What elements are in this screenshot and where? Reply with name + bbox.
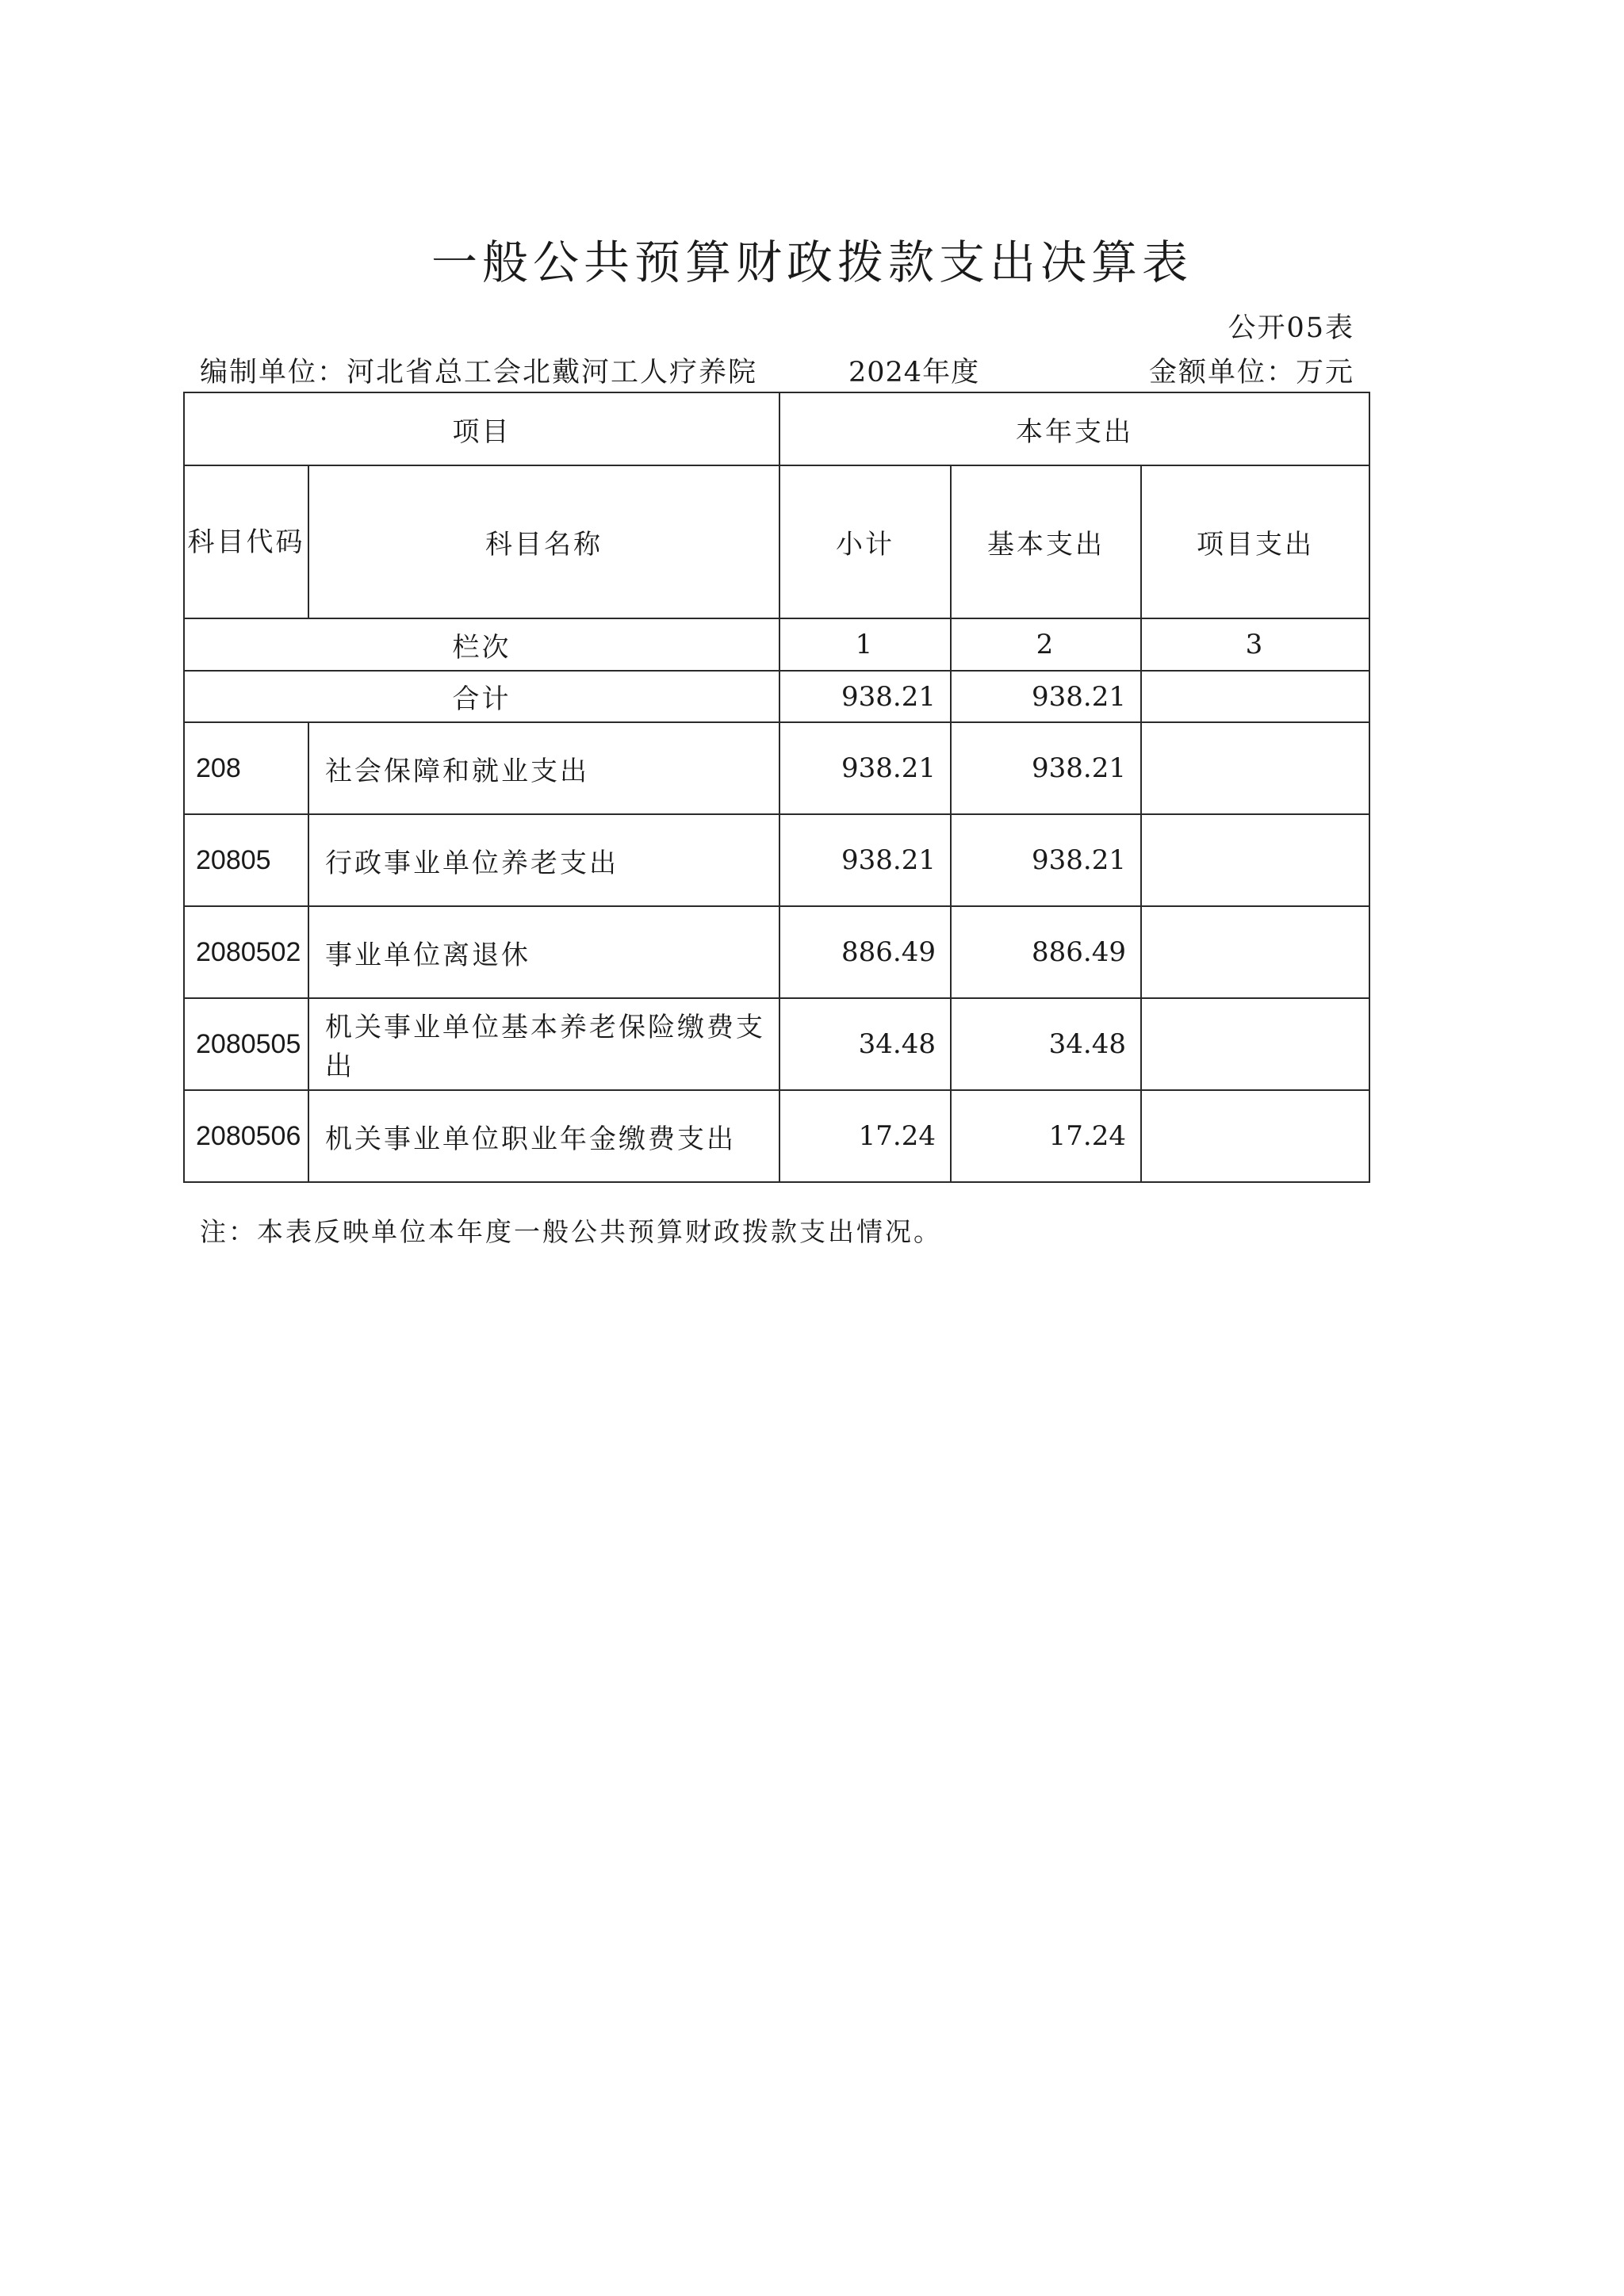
row-subtotal: 17.24 [779, 1090, 951, 1182]
total-project [1141, 671, 1369, 722]
row-project [1141, 998, 1369, 1090]
footnote: 注：本表反映单位本年度一般公共预算财政拨款支出情况。 [200, 1216, 942, 1247]
header-code: 科目代码 [184, 465, 308, 618]
column-label: 栏次 [184, 618, 779, 671]
column-number-row [184, 618, 1369, 671]
row-subtotal: 886.49 [779, 906, 951, 998]
row-basic: 34.48 [951, 998, 1141, 1090]
expenditure-table [183, 392, 1370, 1183]
total-basic: 938.21 [951, 671, 1141, 722]
reporting-unit: 编制单位：河北省总工会北戴河工人疗养院 [200, 357, 758, 388]
row-project [1141, 814, 1369, 906]
row-project [1141, 1090, 1369, 1182]
row-subtotal: 938.21 [779, 722, 951, 814]
row-name: 机关事业单位基本养老保险缴费支出 [308, 998, 779, 1090]
row-name: 事业单位离退休 [308, 906, 779, 998]
header-row-1 [184, 392, 1369, 465]
table-row [184, 906, 1369, 998]
row-code: 20805 [184, 814, 308, 906]
header-item: 项目 [184, 392, 779, 465]
row-basic: 17.24 [951, 1090, 1141, 1182]
table-row [184, 998, 1369, 1090]
table-row [184, 1090, 1369, 1182]
table-row [184, 722, 1369, 814]
total-row [184, 671, 1369, 722]
row-project [1141, 722, 1369, 814]
row-basic: 886.49 [951, 906, 1141, 998]
form-number: 公开05表 [1228, 312, 1354, 344]
row-basic: 938.21 [951, 722, 1141, 814]
table-row [184, 814, 1369, 906]
fiscal-year: 2024年度 [848, 357, 980, 388]
row-code: 2080505 [184, 998, 308, 1090]
row-code: 208 [184, 722, 308, 814]
column-2: 2 [951, 618, 1141, 671]
header-project: 项目支出 [1141, 465, 1369, 618]
header-subtotal: 小计 [779, 465, 951, 618]
row-name: 社会保障和就业支出 [308, 722, 779, 814]
column-3: 3 [1141, 618, 1369, 671]
row-code: 2080506 [184, 1090, 308, 1182]
row-code: 2080502 [184, 906, 308, 998]
row-name: 机关事业单位职业年金缴费支出 [308, 1090, 779, 1182]
row-subtotal: 34.48 [779, 998, 951, 1090]
column-1: 1 [779, 618, 951, 671]
row-basic: 938.21 [951, 814, 1141, 906]
total-subtotal: 938.21 [779, 671, 951, 722]
header-row-2 [184, 465, 1369, 618]
amount-unit: 金额单位：万元 [1148, 357, 1354, 388]
page-title: 一般公共预算财政拨款支出决算表 [431, 235, 1193, 289]
row-name: 行政事业单位养老支出 [308, 814, 779, 906]
header-basic: 基本支出 [951, 465, 1141, 618]
total-label: 合计 [184, 671, 779, 722]
row-project [1141, 906, 1369, 998]
header-name: 科目名称 [308, 465, 779, 618]
header-current-year: 本年支出 [779, 392, 1369, 465]
row-subtotal: 938.21 [779, 814, 951, 906]
